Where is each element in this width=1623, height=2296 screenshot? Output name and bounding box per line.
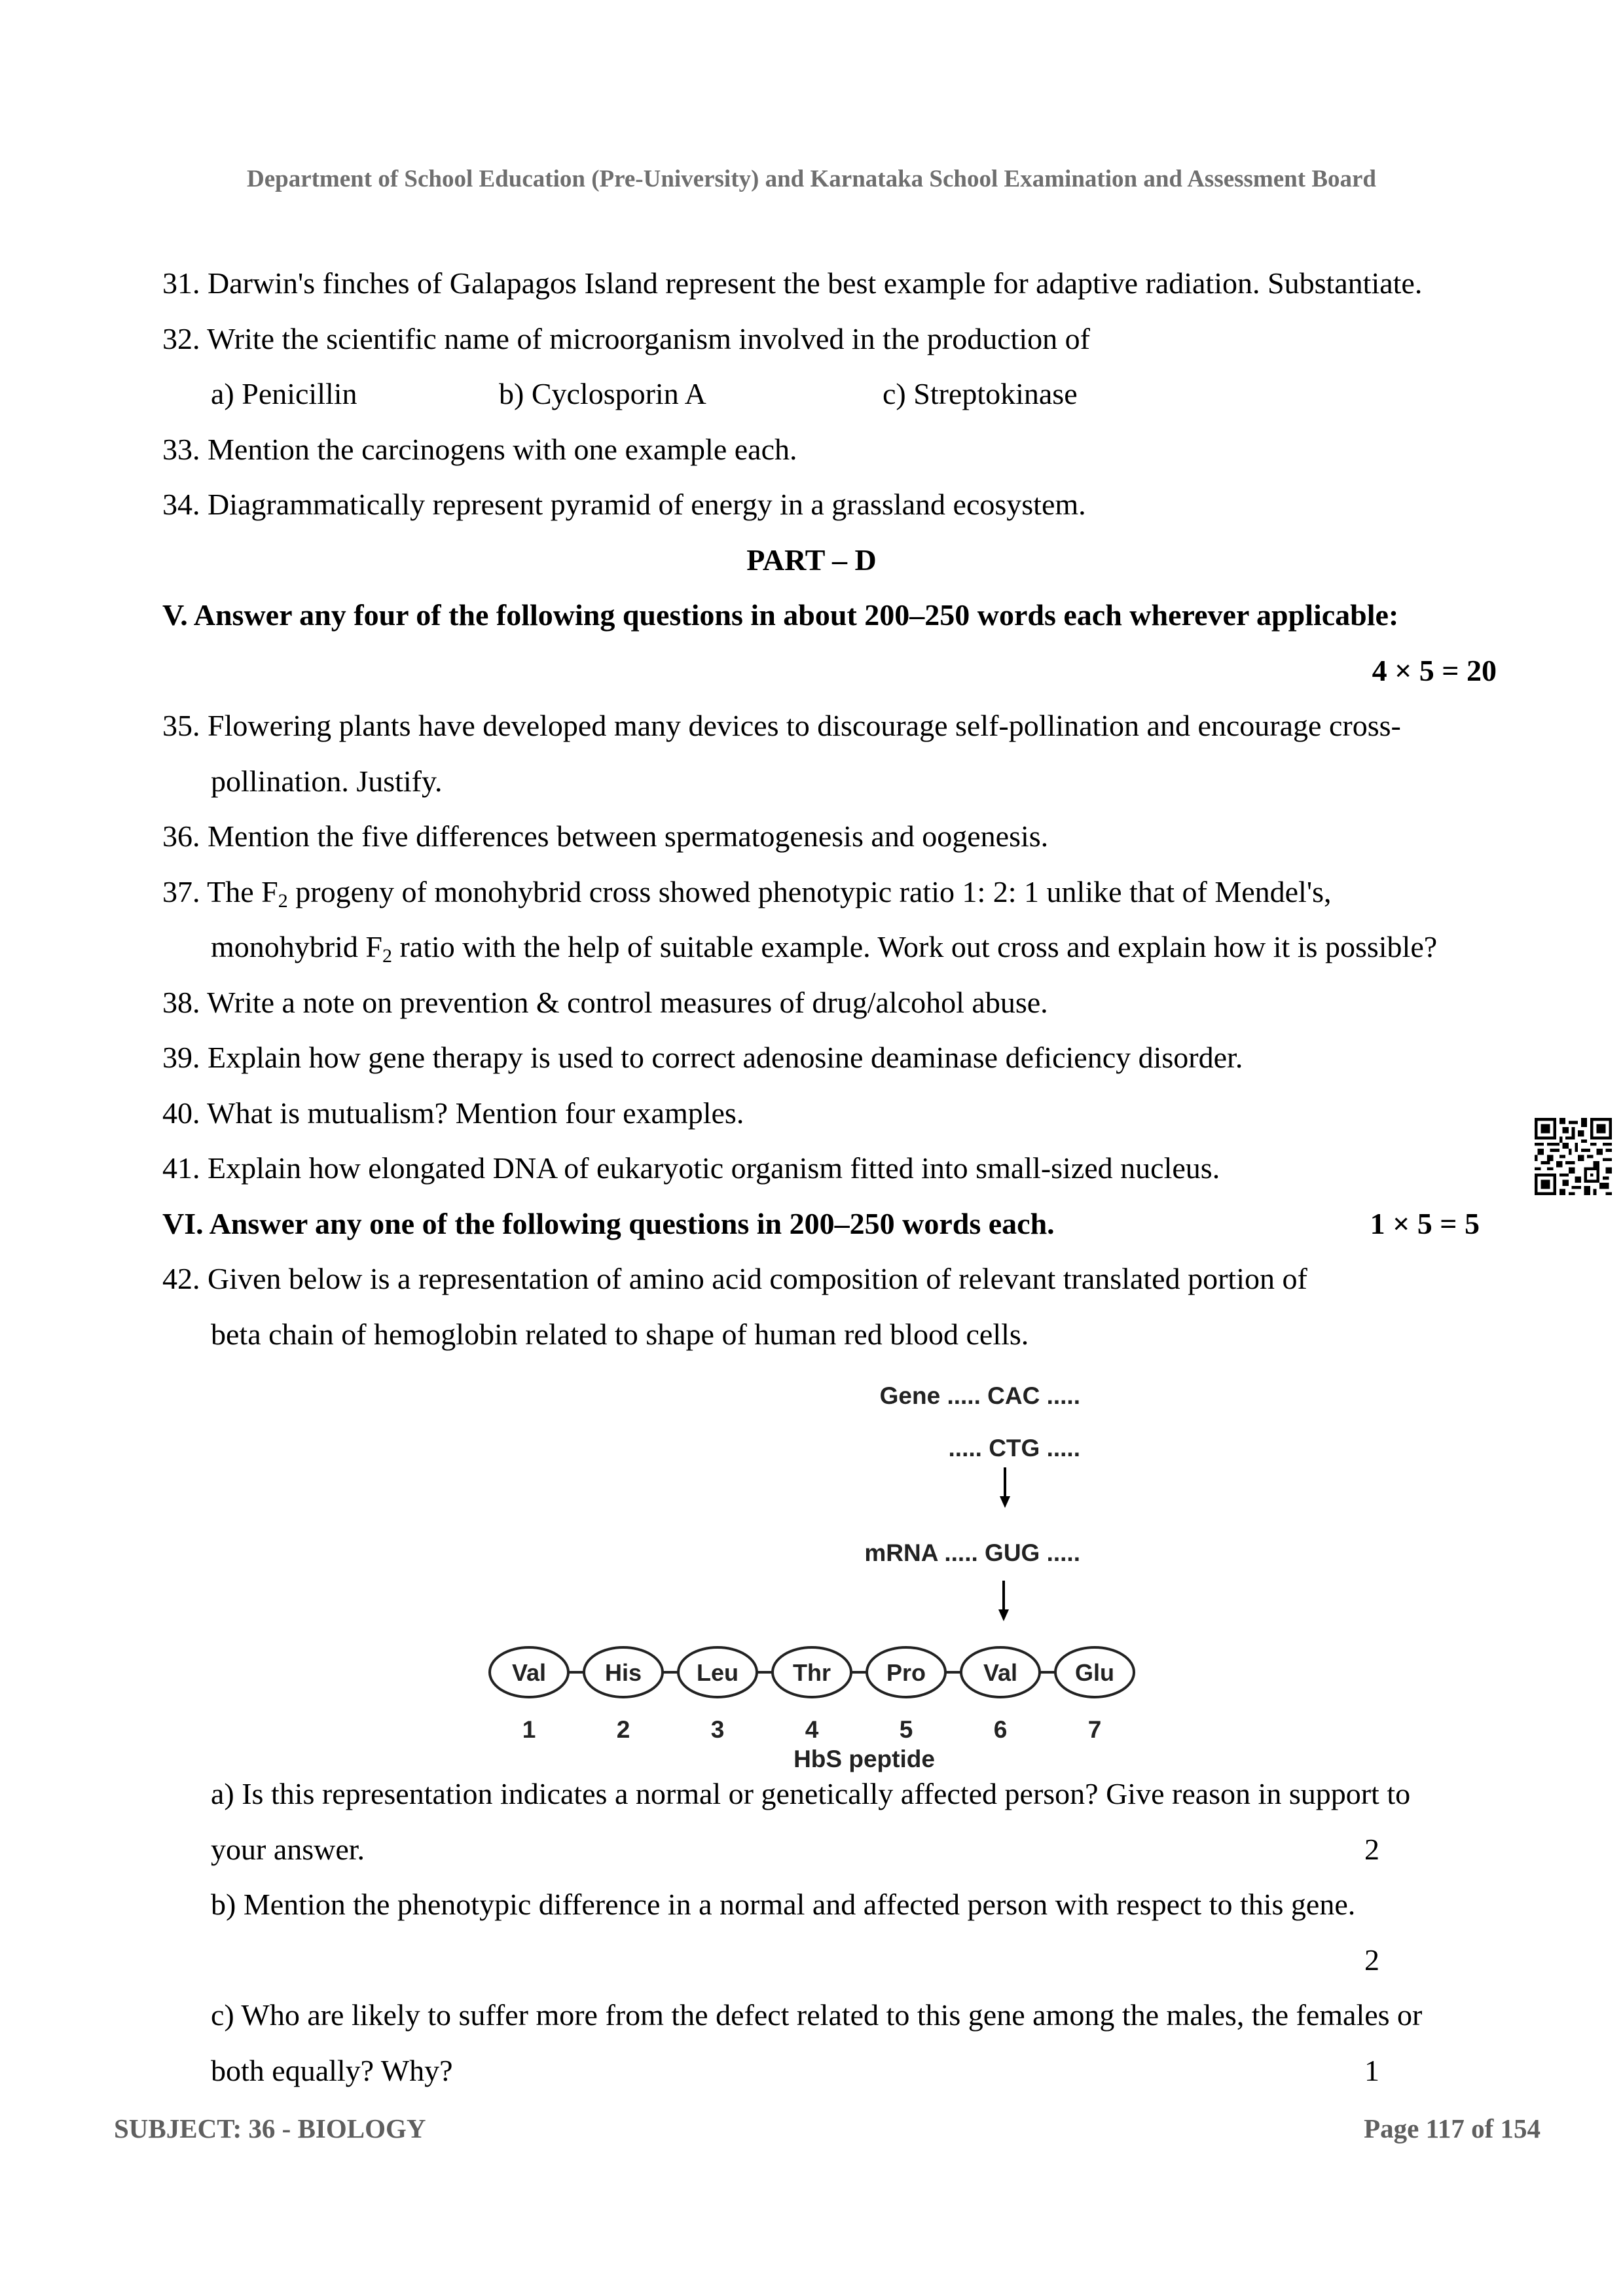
amino-acid-label: Val xyxy=(983,1659,1018,1686)
amino-acid-position: 1 xyxy=(522,1716,536,1743)
amino-acid-position: 5 xyxy=(899,1716,913,1743)
footer-page-number: Page 117 of 154 xyxy=(1364,2113,1541,2144)
q37-text-post: progeny of monohybrid cross showed phenotypic ratio 1: 2: 1 unlike that of Mendel's, xyxy=(287,875,1332,908)
question-37-line2 xyxy=(211,929,1437,965)
page-header: Department of School Education (Pre-University) and Karnataka School Examination and Assessment Board xyxy=(246,166,1377,192)
question-39: 39. Explain how gene therapy is used to correct adenosine deaminase deficiency disorder. xyxy=(162,1041,1243,1074)
q37-subscript: 2 xyxy=(278,890,288,912)
q37-text-pre: 37. The F xyxy=(162,875,278,908)
question-35-line1: 35. Flowering plants have developed many devices to discourage self-pollination and encourage cross- xyxy=(162,709,1401,742)
question-37-line1 xyxy=(162,874,1332,910)
q37-line2-pre: monohybrid F xyxy=(211,930,382,963)
question-42-line2: beta chain of hemoglobin related to shape of human red blood cells. xyxy=(211,1318,1029,1351)
amino-acid-position: 2 xyxy=(616,1716,630,1743)
question-34: 34. Diagrammatically represent pyramid of energy in a grassland ecosystem. xyxy=(162,488,1086,521)
amino-acid-position: 7 xyxy=(1087,1716,1102,1743)
section-vi-instruction: VI. Answer any one of the following questions in 200–250 words each. xyxy=(162,1207,1055,1240)
amino-acid-label: Val xyxy=(511,1659,547,1686)
diagram-complement-line: ..... CTG ..... xyxy=(948,1435,1080,1462)
question-32: 32. Write the scientific name of microorganism involved in the production of xyxy=(162,322,1090,355)
q42-part-c-line1: c) Who are likely to suffer more from the defect related to this gene among the males, the females or xyxy=(211,1998,1423,2032)
question-33: 33. Mention the carcinogens with one example each. xyxy=(162,433,797,466)
amino-acid-label: Thr xyxy=(793,1659,831,1686)
question-40: 40. What is mutualism? Mention four examples. xyxy=(162,1096,744,1130)
section-v-marks: 4 × 5 = 20 xyxy=(1372,654,1497,687)
arrow-down-icon xyxy=(994,1581,1013,1626)
peptide-caption: HbS peptide xyxy=(793,1746,935,1772)
question-35-line2: pollination. Justify. xyxy=(211,764,443,798)
diagram-mrna-line: mRNA ..... GUG ..... xyxy=(864,1539,1080,1566)
q42-part-a-marks: 2 xyxy=(1364,1833,1379,1866)
q42-part-a-line2: your answer. xyxy=(211,1833,365,1866)
q42-part-b-line1: b) Mention the phenotypic difference in a normal and affected person with respect to this gene. xyxy=(211,1888,1356,1921)
question-42-line1: 42. Given below is a representation of amino acid composition of relevant translated portion of xyxy=(162,1262,1307,1295)
hbs-peptide-diagram xyxy=(471,1623,1165,1787)
question-32-option-b: b) Cyclosporin A xyxy=(499,377,706,410)
question-31: 31. Darwin's finches of Galapagos Island represent the best example for adaptive radiation. Substantiate. xyxy=(162,266,1423,300)
section-v-instruction: V. Answer any four of the following questions in about 200–250 words each wherever applicable: xyxy=(162,598,1399,632)
footer-subject: SUBJECT: 36 - BIOLOGY xyxy=(114,2113,426,2144)
amino-acid-position: 6 xyxy=(993,1716,1008,1743)
amino-acid-label: Leu xyxy=(696,1659,739,1686)
q42-part-c-line2: both equally? Why? xyxy=(211,2054,453,2087)
amino-acid-position: 3 xyxy=(710,1716,725,1743)
question-32-option-a: a) Penicillin xyxy=(211,377,357,410)
amino-acid-position: 4 xyxy=(805,1716,819,1743)
amino-acid-label: Glu xyxy=(1075,1659,1114,1686)
question-41: 41. Explain how elongated DNA of eukaryotic organism fitted into small-sized nucleus. xyxy=(162,1151,1220,1185)
question-32-option-c: c) Streptokinase xyxy=(883,377,1078,410)
question-38: 38. Write a note on prevention & control measures of drug/alcohol abuse. xyxy=(162,986,1048,1019)
qr-code-icon xyxy=(1535,1118,1612,1195)
amino-acid-label: Pro xyxy=(886,1659,926,1686)
q42-part-b-marks: 2 xyxy=(1364,1943,1379,1977)
amino-acid-label: His xyxy=(604,1659,642,1686)
q42-part-c-marks: 1 xyxy=(1364,2054,1379,2087)
q42-part-a-line1: a) Is this representation indicates a normal or genetically affected person? Give reason in support to xyxy=(211,1777,1411,1810)
part-d-title: PART – D xyxy=(746,543,877,577)
q37-line2-subscript: 2 xyxy=(382,945,392,967)
question-36: 36. Mention the five differences between spermatogenesis and oogenesis. xyxy=(162,819,1049,853)
arrow-down-icon xyxy=(995,1467,1015,1513)
q37-line2-post: ratio with the help of suitable example. Work out cross and explain how it is possible? xyxy=(392,930,1438,963)
diagram-gene-line: Gene ..... CAC ..... xyxy=(879,1382,1080,1409)
section-vi-marks: 1 × 5 = 5 xyxy=(1370,1207,1480,1240)
